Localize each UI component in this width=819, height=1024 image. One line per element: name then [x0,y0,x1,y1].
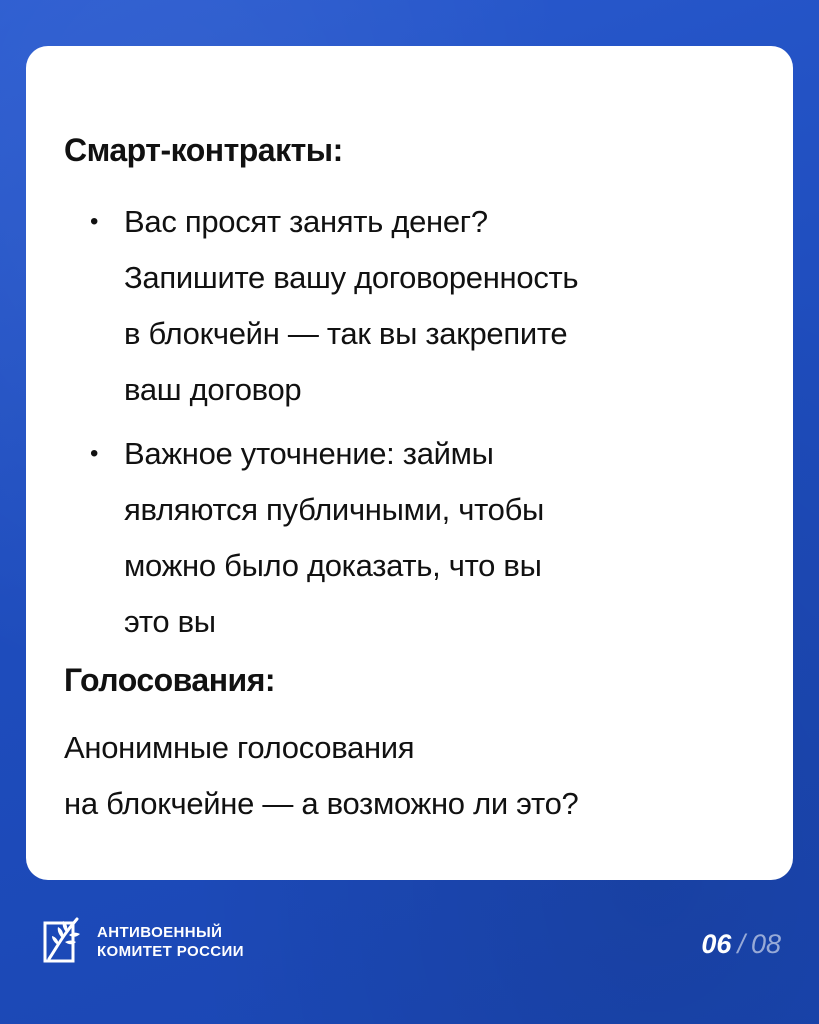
bullet-line: Вас просят занять денег? [124,204,488,239]
paragraph-line: Анонимные голосования [64,730,415,765]
bullet-line: Запишите вашу договоренность [124,260,579,295]
wheat-flag-logo-icon [43,915,87,969]
page-counter [701,928,781,960]
smart-contracts-list [64,194,753,650]
bullet-line: являются публичными, чтобы [124,492,545,527]
bullet-line: в блокчейн — так вы закрепите [124,316,568,351]
bullet-line: это вы [124,604,216,639]
content-card [26,46,793,880]
page-current: 06 [701,929,732,959]
brand-logo [43,915,244,969]
paragraph-line: на блокчейне — а возможно ли это? [64,786,579,821]
brand-name-line1: АНТИВОЕННЫЙ [97,924,223,941]
bullet-line: ваш договор [124,372,302,407]
section-heading-voting: Голосования: [64,662,276,698]
section-heading-smart-contracts: Смарт-контракты: [64,132,343,168]
page-separator: / [737,929,745,959]
page-total: 08 [750,929,781,959]
bullet-line: Важное уточнение: займы [124,436,494,471]
brand-name [97,923,244,961]
list-item [64,426,753,650]
brand-name-line2: КОМИТЕТ РОССИИ [97,943,244,960]
voting-paragraph [64,720,753,832]
bullet-line: можно было доказать, что вы [124,548,542,583]
bullet-icon: • [89,440,99,467]
bullet-icon: • [89,208,99,235]
list-item [64,194,753,418]
